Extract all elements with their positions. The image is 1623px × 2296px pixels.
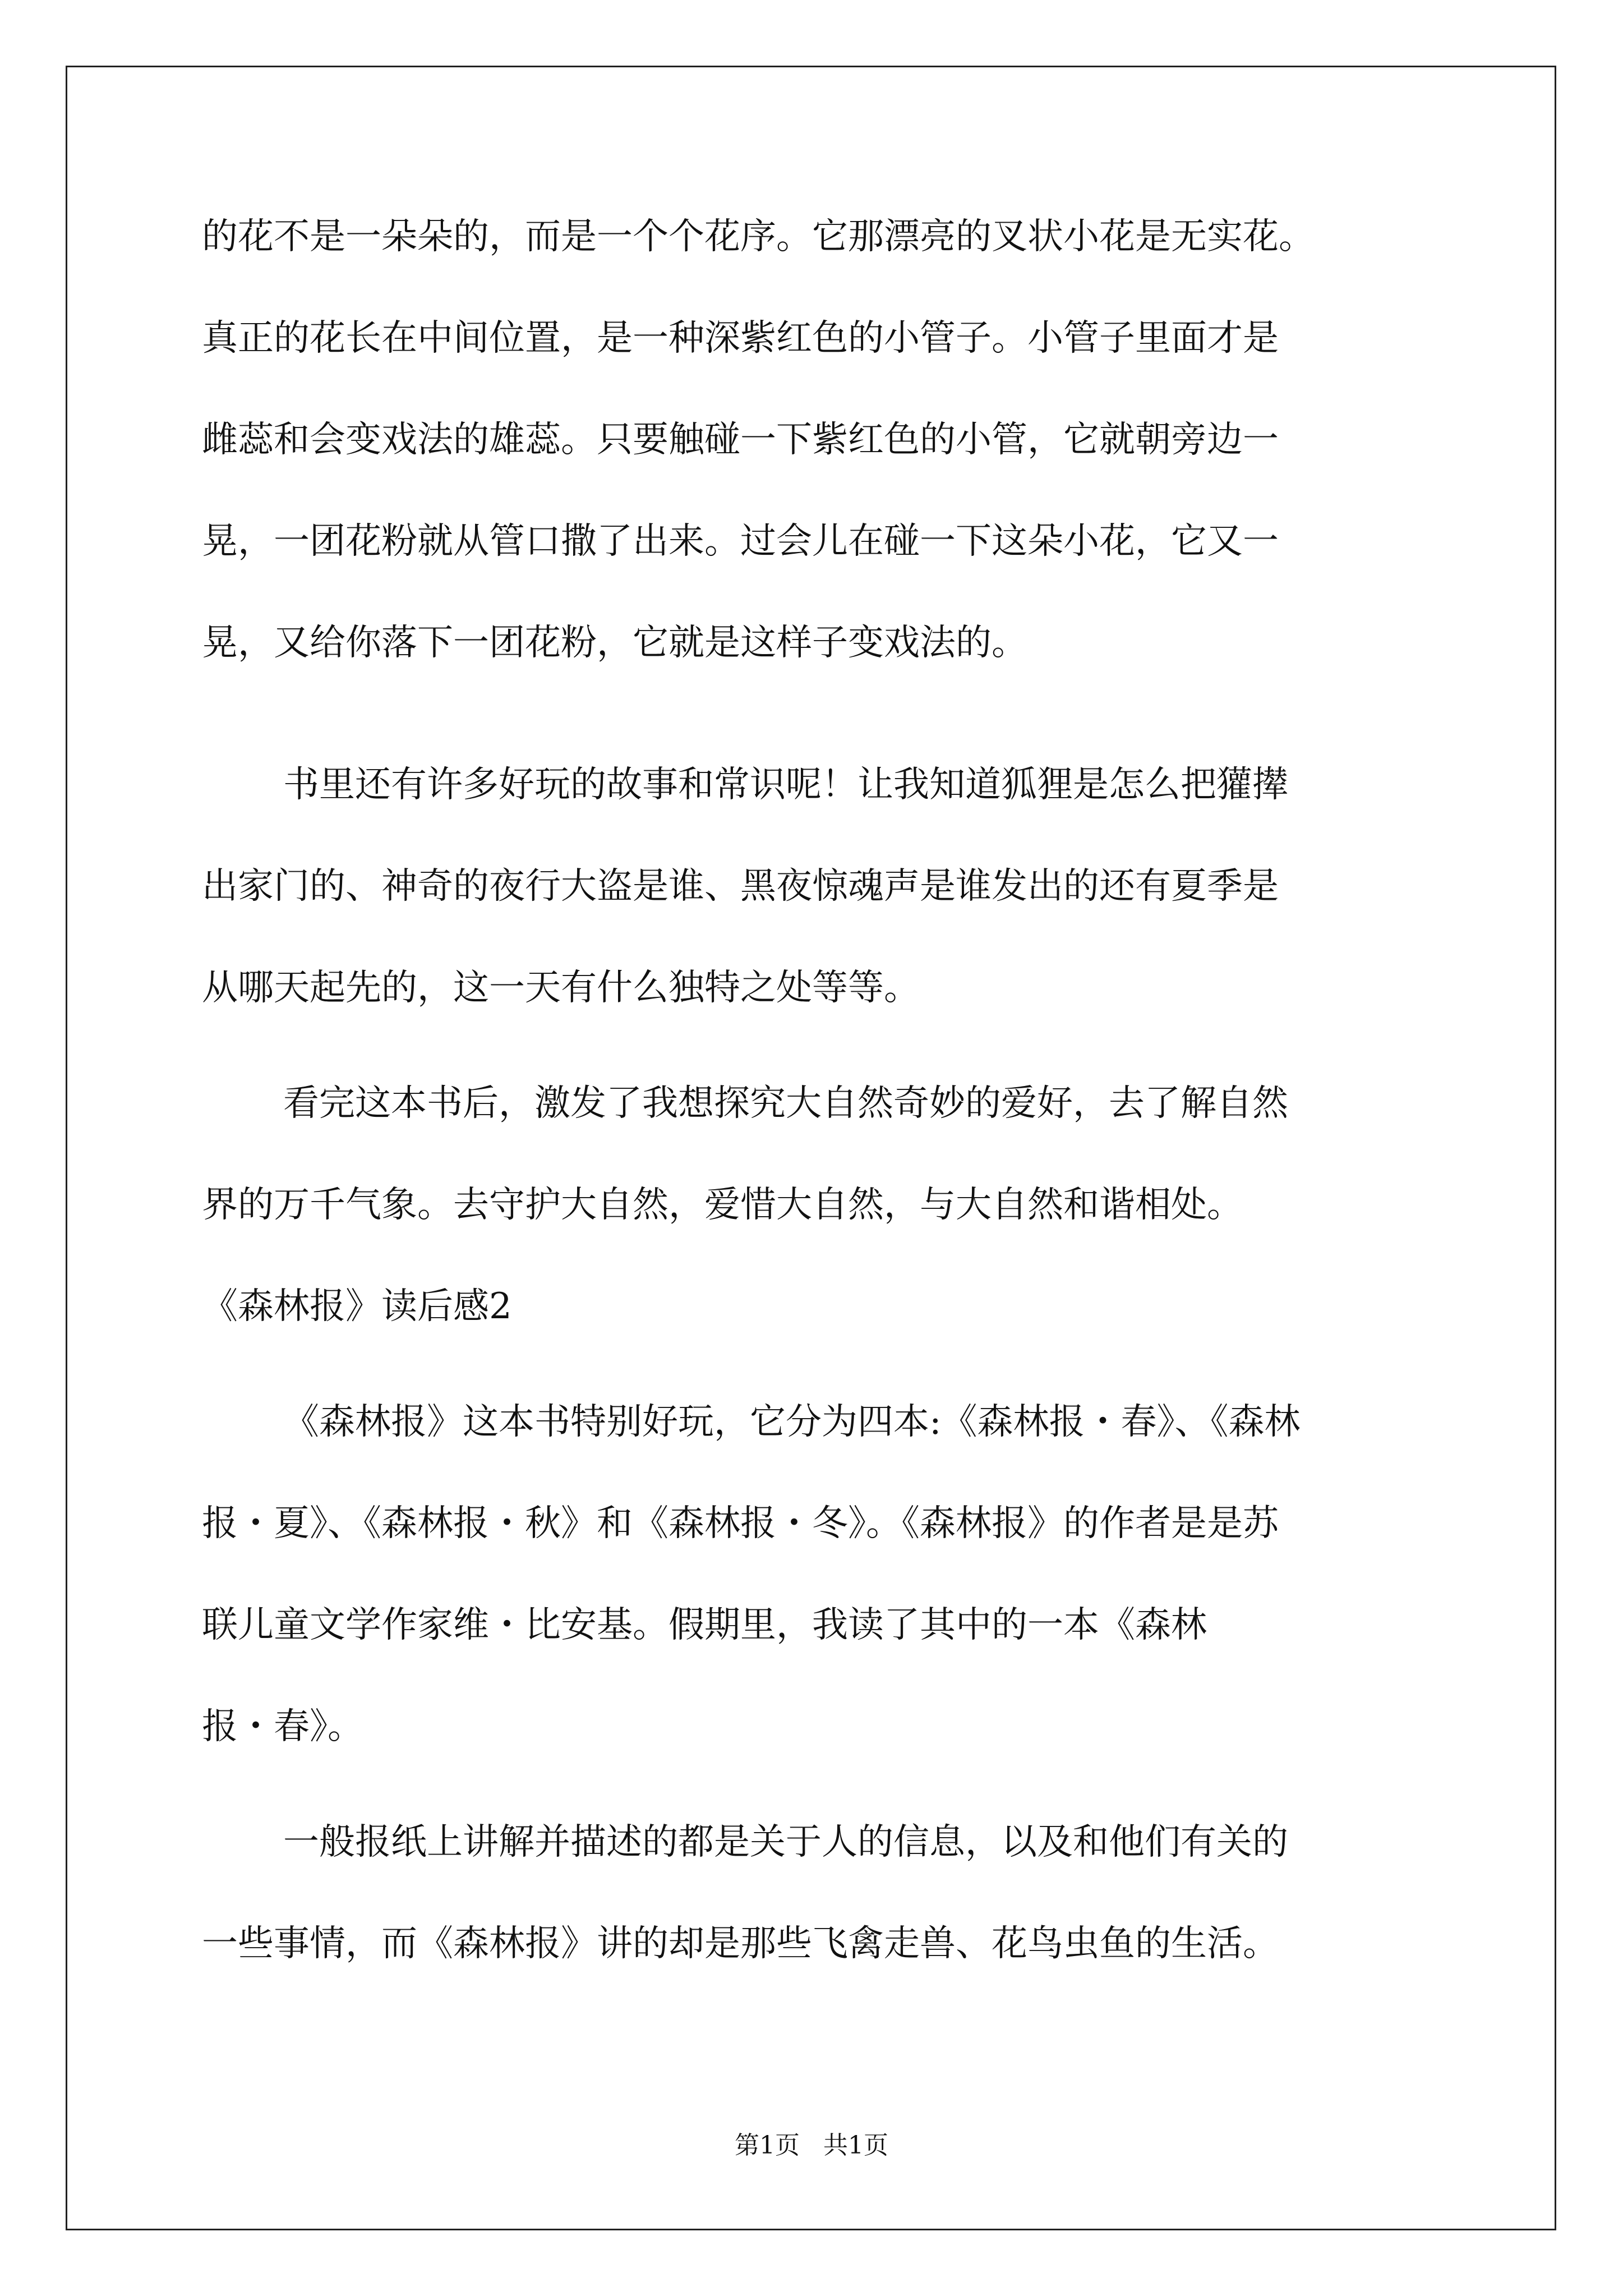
body-text-line: 界的万千气象。去守护大自然，爱惜大自然，与大自然和谐相处。 xyxy=(202,1184,1243,1226)
paragraph-first-line: 看完这本书后，激发了我想探究大自然奇妙的爱好，去了解自然 xyxy=(283,1083,1288,1124)
paragraph-first-line: 《森林报》这本书特别好玩，它分为四本:《森林报・春》、《森林 xyxy=(283,1401,1301,1443)
section-heading: 《森林报》读后感2 xyxy=(202,1286,512,1327)
body-text-line: 雌蕊和会变戏法的雄蕊。只要触碰一下紫红色的小管，它就朝旁边一 xyxy=(202,419,1279,461)
body-text-line: 报・夏》、《森林报・秋》和《森林报・冬》。《森林报》的作者是是苏 xyxy=(202,1503,1279,1544)
paragraph-first-line: 一般报纸上讲解并描述的都是关于人的信息，以及和他们有关的 xyxy=(283,1821,1288,1863)
body-text-line: 真正的花长在中间位置，是一种深紫红色的小管子。小管子里面才是 xyxy=(202,318,1279,359)
body-text-line: 报・春》。 xyxy=(202,1706,363,1747)
page-footer: 第1页 共1页 xyxy=(735,2131,888,2160)
body-text-line: 从哪天起先的，这一天有什么独特之处等等。 xyxy=(202,967,920,1009)
body-text-line: 的花不是一朵朵的，而是一个个花序。它那漂亮的叉状小花是无实花。 xyxy=(202,216,1315,257)
body-text-line: 晃，一团花粉就从管口撒了出来。过会儿在碰一下这朵小花，它又一 xyxy=(202,521,1279,562)
paragraph-first-line: 书里还有许多好玩的故事和常识呢！让我知道狐狸是怎么把獾撵 xyxy=(283,764,1288,806)
body-text-line: 联儿童文学作家维・比安基。假期里，我读了其中的一本《森林 xyxy=(202,1604,1207,1646)
page-border xyxy=(66,66,1556,2230)
body-text-line: 一些事情，而《森林报》讲的却是那些飞禽走兽、花鸟虫鱼的生活。 xyxy=(202,1923,1279,1964)
body-text-line: 晃，又给你落下一团花粉，它就是这样子变戏法的。 xyxy=(202,622,1027,664)
body-text-line: 出家门的、神奇的夜行大盗是谁、黑夜惊魂声是谁发出的还有夏季是 xyxy=(202,866,1279,907)
